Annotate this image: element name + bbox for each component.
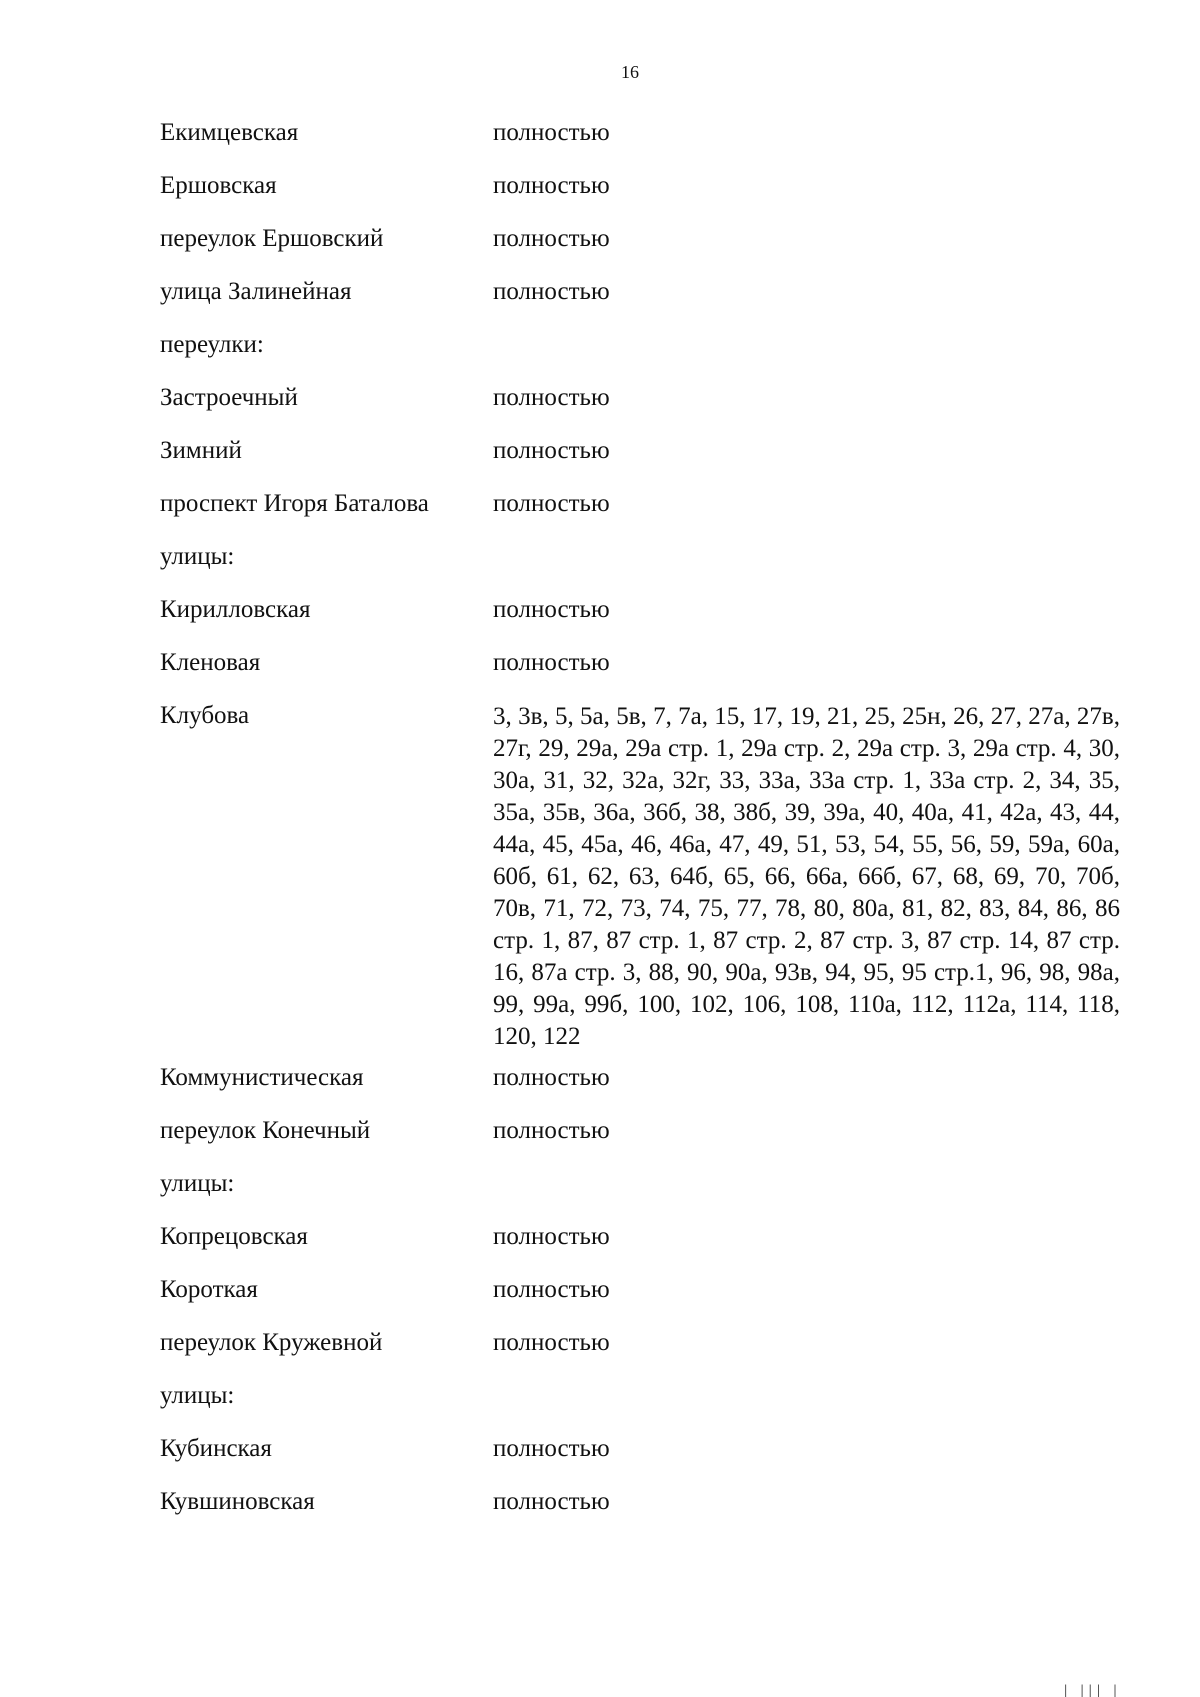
street-row [160,648,1120,701]
street-row [160,436,1120,489]
street-row [160,701,1120,1053]
street-name: проспект Игоря Баталова [160,490,429,517]
street-coverage: полностью [493,278,610,305]
street-name: Кубинская [160,1435,272,1462]
street-coverage: полностью [493,225,610,252]
street-coverage: полностью [493,437,610,464]
street-name: Зимний [160,437,242,464]
street-coverage: полностью [493,1488,610,1515]
street-coverage: полностью [493,1329,610,1356]
street-row [160,383,1120,436]
street-coverage: полностью [493,596,610,623]
street-coverage: полностью [493,172,610,199]
group-heading: улицы: [160,1170,235,1197]
street-row [160,1434,1120,1487]
street-row [160,224,1120,277]
group-heading-row [160,330,1120,383]
group-heading: улицы: [160,543,235,570]
group-heading-row [160,1169,1120,1222]
street-row [160,1116,1120,1169]
street-name: переулок Конечный [160,1117,371,1144]
street-row [160,1487,1120,1540]
street-row [160,1063,1120,1116]
street-row [160,171,1120,224]
street-coverage: полностью [493,1223,610,1250]
street-name: Коммунистическая [160,1064,364,1091]
street-name: Кленовая [160,649,261,676]
street-coverage: полностью [493,119,610,146]
street-row [160,277,1120,330]
group-heading: улицы: [160,1382,235,1409]
street-name: улица Залинейная [160,278,352,305]
street-name: Кирилловская [160,596,311,623]
street-name: Кувшиновская [160,1488,315,1515]
street-coverage: полностью [493,1435,610,1462]
street-name: Ершовская [160,172,277,199]
street-name: Застроечный [160,384,298,411]
street-row [160,489,1120,542]
street-name: Короткая [160,1276,258,1303]
street-coverage: полностью [493,384,610,411]
street-row [160,1328,1120,1381]
street-name: Екимцевская [160,119,299,146]
street-coverage: полностью [493,490,610,517]
house-number-list: 3, 3в, 5, 5а, 5в, 7, 7а, 15, 17, 19, 21, 25, 25н, 26, 27, 27а, 27в, 27г, 29, 29а, 29а стр. 1, 29а стр. 2, 29а стр. 3, 29а стр. 4, 30, 30а, 31, 32, 32а, 32г, 33, 33а, 33а стр. 1, 33а стр. 2, 34, 35, 35а, 35в, 36а, 36б, 38, 38б, 39, 39а, 40, 40а, 41, 42а, 43, 44, 44а, 45, 45а, 46, 46а, 47, 49, 51, 53, 54, 55, 56, 59, 59а, 60а, 60б, 61, 62, 63, 64б, 65, 66, 66а, 66б, 67, 68, 69, 70, 70б, 70в, 71, 72, 73, 74, 75, 77, 78, 80, 80а, 81, 82, 83, 84, 86, 86 стр. 1, 87, 87 стр. 1, 87 стр. 2, 87 стр. 3, 87 стр. 14, 87 стр. 16, 87а стр. 3, 88, 90, 90а, 93в, 94, 95, 95 стр.1, 96, 98, 98а, 99, 99а, 99б, 100, 102, 106, 108, 110а, 112, 112а, 114, 118, 120, 122 [493,703,1120,1050]
street-row [160,118,1120,171]
street-name: переулок Кружевной [160,1329,383,1356]
street-row [160,1275,1120,1328]
street-coverage: полностью [493,649,610,676]
street-coverage: полностью [493,1117,610,1144]
street-row [160,595,1120,648]
street-name: Копрецовская [160,1223,308,1250]
street-coverage: полностью [493,1064,610,1091]
street-coverage: полностью [493,1276,610,1303]
group-heading: переулки: [160,331,264,358]
group-heading-row [160,542,1120,595]
street-name: переулок Ершовский [160,225,384,252]
scan-edge-marks: | ||| | [1062,1683,1120,1697]
street-row [160,1222,1120,1275]
page-number: 16 [621,62,639,82]
group-heading-row [160,1381,1120,1434]
street-list [160,118,1120,1540]
street-name: Клубова [160,702,250,729]
